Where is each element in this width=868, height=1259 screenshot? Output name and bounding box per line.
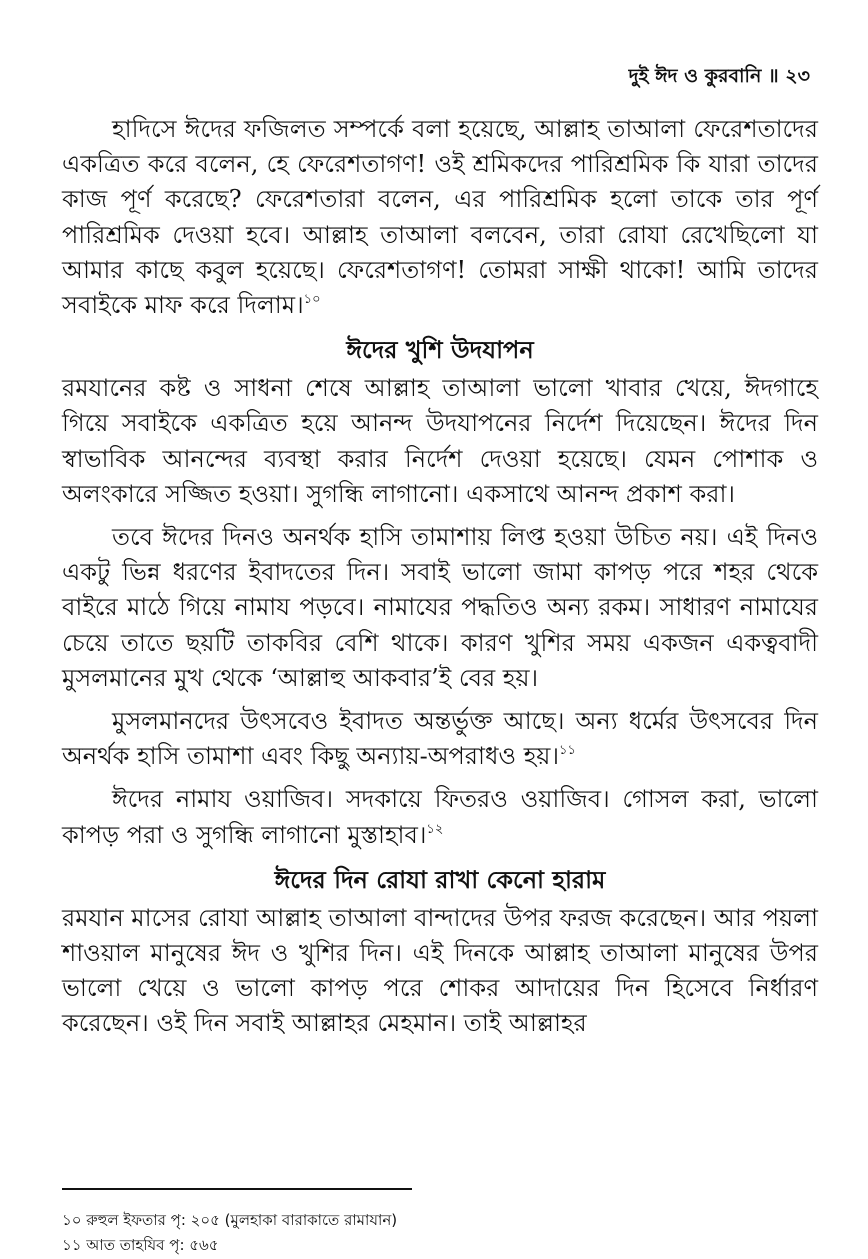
running-header: দুই ঈদ ও কুরবানি ॥ ২৩ [628, 65, 810, 87]
footnote-ref-10[interactable]: ১০ [303, 292, 321, 308]
paragraph-4-text: মুসলমানদের উৎসবেও ইবাদত অন্তর্ভুক্ত আছে। অন্য ধর্মের উৎসবের দিন অনর্থক হাসি তামাশা এবং কিছু অন্যায়-অপরাধও হয়। [62, 707, 818, 771]
paragraph-5 [62, 782, 818, 852]
footnote-11: ১১ আত তাহযিব পৃ: ৫৬৫ [62, 1236, 219, 1254]
paragraph-3: তবে ঈদের দিনও অনর্থক হাসি তামাশায় লিপ্ত হওয়া উচিত নয়। এই দিনও একটু ভিন্ন ধরণের ইবাদতের দিন। সবাই ভালো জামা কাপড় পরে শহর থেকে বাইরে মাঠে গিয়ে নামায পড়বে। নামাযের পদ্ধতিও অন্য রকম। সাধারণ নামাযের চেয়ে তাতে ছয়টি তাকবির বেশি থাকে। কারণ খুশির সময় একজন একত্ববাদী মুসলমানের মুখ থেকে ‘আল্লাহু আকবার’ই বের হয়। [62, 523, 818, 692]
footnote-10: ১০ রুহুল ইফতার পৃ: ২০৫ (মুলহাকা বারাকাতে রামাযান) [62, 1211, 398, 1229]
section-heading-fasting-forbidden: ঈদের দিন রোযা রাখা কেনো হারাম [274, 865, 606, 894]
footnotes [62, 1208, 822, 1258]
paragraph-1-text: হাদিসে ঈদের ফজিলত সম্পর্কে বলা হয়েছে, আল্লাহ তাআলা ফেরেশতাদের একত্রিত করে বলেন, হে ফেরেশতাগণ! ওই শ্রমিকদের পারিশ্রমিক কি যারা তাদের কাজ পূর্ণ করেছে? ফেরেশতারা বলেন, এর পারিশ্রমিক হলো তাকে তার পূর্ণ পারিশ্রমিক দেওয়া হবে। আল্লাহ তাআলা বলবেন, তারা রোযা রেখেছিলো যা আমার কাছে কবুল হয়েছে। ফেরেশতাগণ! তোমরা সাক্ষী থাকো! আমি তাদের সবাইকে মাফ করে দিলাম। [62, 115, 818, 320]
paragraph-6: রমযান মাসের রোযা আল্লাহ তাআলা বান্দাদের উপর ফরজ করেছেন। আর পয়লা শাওয়াল মানুষের ঈদ ও খুশির দিন। এই দিনকে আল্লাহ তাআলা মানুষের উপর ভালো খেয়ে ও ভালো কাপড় পরে শোকর আদায়ের দিন হিসেবে নির্ধারণ করেছেন। ওই দিন সবাই আল্লাহর মেহমান। তাই আল্লাহর [62, 903, 818, 1038]
paragraph-4 [62, 704, 818, 774]
footnote-ref-11[interactable]: ১১ [559, 743, 576, 759]
paragraph-1 [62, 112, 818, 323]
footnote-divider [62, 1188, 412, 1190]
paragraph-5-text: ঈদের নামায ওয়াজিব। সদকায়ে ফিতরও ওয়াজিব। গোসল করা, ভালো কাপড় পরা ও সুগন্ধি লাগানো মুস্তাহাব। [62, 785, 818, 849]
footnote-ref-12[interactable]: ১২ [426, 821, 444, 837]
paragraph-2: রমযানের কষ্ট ও সাধনা শেষে আল্লাহ তাআলা ভালো খাবার খেয়ে, ঈদগাহে গিয়ে সবাইকে একত্রিত হয়ে আনন্দ উদযাপনের নির্দেশ দিয়েছেন। ঈদের দিন স্বাভাবিক আনন্দের ব্যবস্থা করার নির্দেশ দেওয়া হয়েছে। যেমন পোশাক ও অলংকারে সজ্জিত হওয়া। সুগন্ধি লাগানো। একসাথে আনন্দ প্রকাশ করা। [62, 374, 818, 508]
page-body [62, 112, 818, 1050]
section-heading-eid-celebration: ঈদের খুশি উদযাপন [346, 336, 534, 365]
